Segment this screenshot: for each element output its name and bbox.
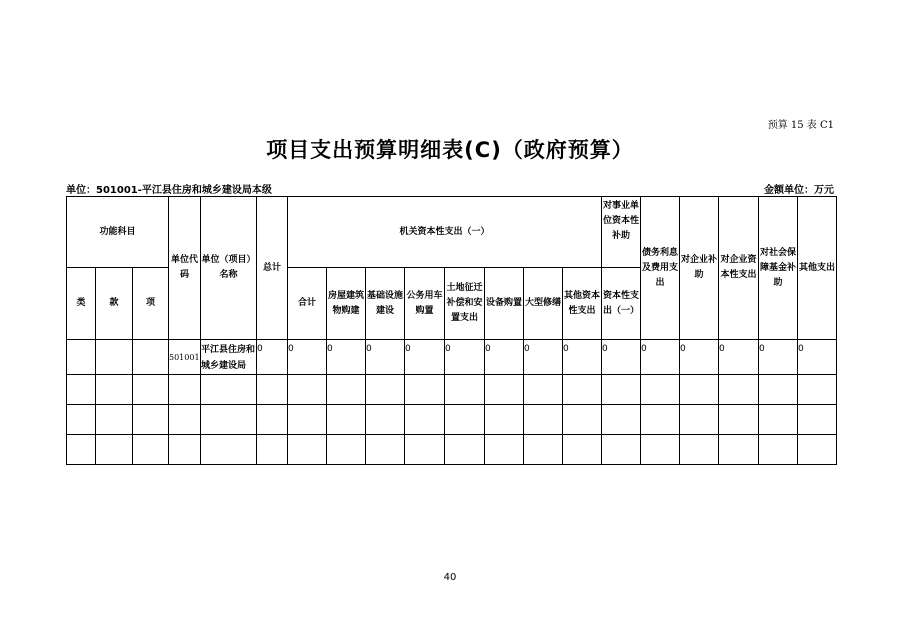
header-func-subject: 功能科目 (67, 197, 169, 268)
cell-value: 0 (485, 340, 524, 375)
page-title: 项目支出预算明细表(C)（政府预算） (266, 138, 634, 162)
header-unit-name: 单位（项目）名称 (201, 197, 257, 340)
cell-unit-name: 平江县住房和城乡建设局 (201, 340, 257, 375)
header-other-capital: 其他资本性支出 (563, 268, 602, 340)
header-social-security: 对社会保障基金补助 (759, 197, 798, 340)
budget-table (66, 196, 837, 465)
header-enterprise-capital: 对企业资本性支出 (719, 197, 759, 340)
cell-value: 0 (602, 340, 641, 375)
empty-row (67, 435, 837, 465)
cell-value: 0 (524, 340, 563, 375)
header-repair: 大型修缮 (524, 268, 563, 340)
cell-value: 0 (445, 340, 485, 375)
cell-value: 0 (680, 340, 719, 375)
cell-value: 0 (288, 340, 327, 375)
header-lei: 类 (67, 268, 96, 340)
header-capital-one: 机关资本性支出（一） (288, 197, 602, 268)
header-infrastructure: 基础设施建设 (366, 268, 405, 340)
cell-value: 0 (719, 340, 759, 375)
header-other-expense: 其他支出 (798, 197, 837, 340)
amount-unit-label: 金额单位：万元 (764, 185, 834, 196)
cell-value: 0 (257, 340, 288, 375)
header-kuan: 款 (96, 268, 133, 340)
cell-unit-code: 501001 (169, 340, 201, 375)
header-public-inst-group: 对事业单位资本性补助 (602, 197, 641, 268)
cell-value: 0 (798, 340, 837, 375)
page-number: 40 (443, 572, 457, 583)
header-debt: 债务利息及费用支出 (641, 197, 680, 340)
cell-value: 0 (563, 340, 602, 375)
cell-value: 0 (759, 340, 798, 375)
cell-value: 0 (641, 340, 680, 375)
header-unit-code: 单位代码 (169, 197, 201, 340)
empty-row (67, 375, 837, 405)
cell-value: 0 (405, 340, 445, 375)
cell-value: 0 (327, 340, 366, 375)
header-enterprise-subsidy: 对企业补助 (680, 197, 719, 340)
header-vehicle: 公务用车购置 (405, 268, 445, 340)
header-land: 土地征迁补偿和安置支出 (445, 268, 485, 340)
cell-lei (67, 340, 96, 375)
header-sub-total: 合计 (288, 268, 327, 340)
empty-row (67, 405, 837, 435)
header-total: 总计 (257, 197, 288, 340)
header-equipment: 设备购置 (485, 268, 524, 340)
cell-xiang (133, 340, 169, 375)
cell-value: 0 (366, 340, 405, 375)
header-public-inst-sub: 资本性支出（一） (602, 268, 641, 340)
unit-label: 单位：501001-平江县住房和城乡建设局本级 (66, 185, 272, 196)
form-number: 预算 15 表 C1 (767, 120, 834, 131)
header-building: 房屋建筑物购建 (327, 268, 366, 340)
cell-kuan (96, 340, 133, 375)
table-row (67, 340, 837, 375)
header-xiang: 项 (133, 268, 169, 340)
